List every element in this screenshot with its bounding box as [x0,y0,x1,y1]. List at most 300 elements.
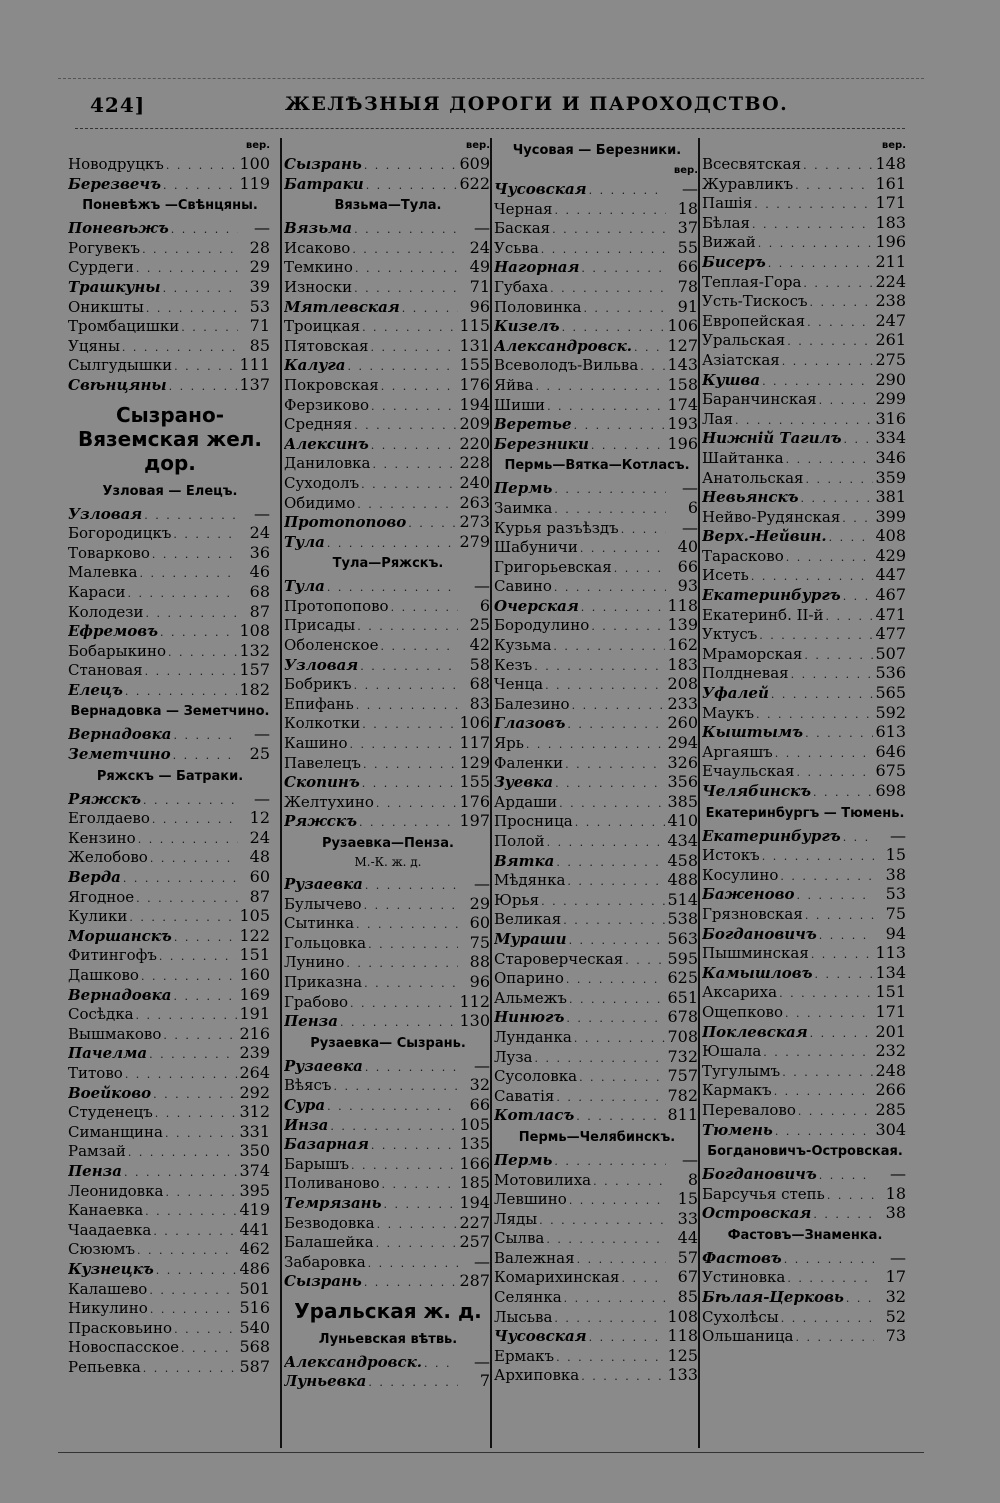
station-row [494,238,700,258]
station-row [284,1011,492,1031]
distance-value: 171 [875,1001,906,1021]
station-name: Аксариха [702,983,778,1002]
distance-value: 209 [459,414,490,434]
station-row [702,605,908,625]
station-name: Новоспасское [68,1338,180,1357]
station-row [494,674,700,694]
section-title: Сызрано-Вяземская жел. дор. [77,402,263,475]
station-name: Чаадаевка [68,1220,152,1239]
distance-value: 782 [667,1085,698,1105]
section-title: Пермь—Челябинскъ. [518,1129,676,1145]
dot-leader [382,1175,458,1193]
dot-leader [174,1320,237,1338]
dot-leader [153,1085,237,1103]
station-name: Азіатская [702,350,780,369]
station-name: Сытинка [284,914,355,933]
station-row [68,1102,272,1122]
railway-heading [284,1291,492,1327]
dot-leader [145,662,238,680]
dot-leader [327,578,458,596]
station-row [68,1337,272,1357]
dot-leader [754,195,873,213]
section-title: Луньевская вѣтвь. [318,1331,458,1347]
dot-leader [580,539,666,557]
distance-value: 94 [885,923,906,943]
distance-value: 12 [249,808,270,828]
dot-leader [784,1250,874,1268]
station-row [702,1248,908,1268]
dot-leader [526,735,666,753]
dot-leader [364,974,458,992]
distance-value: 71 [469,276,490,296]
station-name: Покровская [284,375,379,394]
station-row [284,414,492,434]
station-row [68,316,272,336]
station-name: Половинка [494,297,582,316]
dot-leader [780,867,874,885]
station-row [494,1170,700,1190]
station-row [494,655,700,675]
station-row [494,434,700,454]
header-rule [75,128,905,129]
station-name: Веретье [494,415,572,434]
dot-leader [125,682,238,700]
station-name: Калашево [68,1279,148,1298]
station-row [68,945,272,965]
dot-leader [797,763,874,781]
station-row [284,1271,492,1291]
column-1 [68,138,272,1448]
station-name: Усть-Тискосъ [702,292,808,311]
station-name: Нинюгъ [494,1008,565,1027]
line-heading [494,453,700,478]
distance-value: 119 [239,173,270,193]
station-row [494,316,700,336]
station-row [494,890,700,910]
station-row [702,350,908,370]
dot-leader [152,810,238,828]
station-name: Анатольская [702,468,804,487]
station-row [284,473,492,493]
station-row [68,680,272,700]
distance-value: 326 [667,752,698,772]
versts-label: вер. [245,140,270,151]
station-name: Уфалей [702,684,769,703]
dot-leader [554,1152,666,1170]
station-name: Сызрань [284,1272,362,1291]
dot-leader [356,696,458,714]
line-heading [702,1139,908,1164]
station-name: Баженово [702,885,795,904]
station-name: Исеть [702,566,749,585]
station-name: Елецъ [68,680,123,699]
station-name: Сусоловка [494,1067,578,1086]
dot-leader [534,657,665,675]
column-2 [280,138,492,1448]
dot-leader [843,587,874,605]
station-name: Верда [68,868,121,887]
distance-value: 196 [875,232,906,252]
station-row [494,1365,700,1385]
station-name: Вернадовка [68,985,172,1004]
station-name: Дашково [68,966,139,984]
distance-value: 96 [469,971,490,991]
station-row [702,1080,908,1100]
dot-leader [171,220,238,238]
station-name: Березвечъ [68,174,161,193]
dot-leader [359,813,457,831]
station-name: Новодруцкъ [68,155,164,173]
distance-value: 408 [875,526,906,546]
dot-leader [735,411,874,429]
station-row [494,557,700,577]
station-name: Мятлевская [284,297,400,316]
station-name: Губаха [494,277,549,296]
station-name: Ермакъ [494,1346,555,1365]
station-row [702,526,908,546]
station-name: Вышмаково [68,1024,162,1043]
distance-value: 429 [875,545,906,565]
distance-value: 565 [875,683,906,703]
section-title: Чусовая — Березники. [512,143,682,158]
dot-leader [779,984,873,1002]
dot-leader [591,436,666,454]
station-name: Репьевка [68,1357,141,1376]
station-name: Сюзюмъ [68,1240,135,1259]
distance-value: 137 [239,374,270,394]
station-name: Барсучья степь [702,1184,825,1203]
distance-value: 304 [875,1119,906,1139]
bottom-rule [58,1452,924,1453]
station-name: Уцяны [68,336,120,355]
line-heading [494,138,700,163]
station-name: Кулики [68,907,128,926]
line-heading [68,699,272,724]
station-name: Суходолъ [284,473,360,492]
station-row [68,621,272,641]
dot-leader [781,1309,874,1327]
station-name: Павелецъ [284,753,361,772]
dot-leader [138,830,238,848]
distance-value: 294 [667,733,698,753]
distance-value: 44 [677,1228,698,1248]
distance-value: 48 [249,847,270,867]
station-row [494,1346,700,1366]
dot-leader [815,965,874,983]
station-row [494,1326,700,1346]
distance-value: 157 [239,660,270,680]
station-name: Кыштымъ [702,723,804,742]
station-row [284,277,492,297]
station-name: Кушва [702,370,761,389]
dot-leader [829,528,874,546]
distance-value: 42 [469,635,490,655]
station-row [702,213,908,233]
station-row [702,683,908,703]
dot-leader [593,1172,666,1190]
station-row [702,409,908,429]
distance-value: 24 [249,827,270,847]
line-heading [702,1223,908,1248]
station-row [494,1007,700,1027]
station-row [494,772,700,792]
station-name: Екатеринбургъ [702,826,841,845]
station-row [284,615,492,635]
station-name: Скопинъ [284,773,360,792]
distance-value: 441 [239,1219,270,1239]
station-row [702,1203,908,1223]
distance-value: 201 [875,1021,906,1041]
station-name: Журавликъ [702,174,794,193]
dot-leader [327,1097,458,1115]
distance-value: 501 [239,1278,270,1298]
dot-leader [128,584,239,602]
section-title: Вязьма—Тула. [334,198,442,214]
station-name: Бѣлая-Церковь [702,1288,844,1307]
station-row [702,845,908,865]
dot-leader [546,1230,666,1248]
station-row [702,722,908,742]
dot-leader [173,525,238,543]
dot-leader [550,279,666,297]
station-row [702,742,908,762]
station-name: Воейково [68,1083,152,1102]
station-name: Бобрикъ [284,675,352,694]
dot-leader [846,1289,874,1307]
station-row [284,1213,492,1233]
station-row [702,1041,908,1061]
station-name: Тарасково [702,546,784,565]
distance-value: 385 [667,791,698,811]
dot-leader [155,1104,238,1122]
station-row [68,867,272,887]
distance-value: 155 [459,772,490,792]
station-name: Канаевка [68,1201,144,1220]
dot-leader [146,299,238,317]
distance-value: 613 [875,722,906,742]
dot-leader [371,1136,458,1154]
dot-leader [352,240,458,258]
distance-value: 25 [249,744,270,764]
station-name: Уральская [702,331,786,350]
distance-value: 266 [875,1080,906,1100]
station-name: Перевалово [702,1100,796,1119]
distance-value: 39 [249,276,270,296]
dot-leader [554,480,666,498]
distance-value: 125 [667,1345,698,1365]
dot-leader [354,279,458,297]
station-row [68,1259,272,1279]
distance-value: 216 [239,1023,270,1043]
distance-value: 118 [667,595,698,615]
dot-leader [622,1269,667,1287]
distance-value: 811 [667,1105,698,1125]
station-name: Мураши [494,929,567,948]
station-row [284,453,492,473]
dot-leader [156,1261,238,1279]
station-row [68,277,272,297]
station-name: Полдневая [702,664,789,683]
distance-value: 651 [667,987,698,1007]
dot-leader [819,926,874,944]
dot-leader [377,1215,458,1233]
dot-leader [365,876,458,894]
dot-leader [381,377,458,395]
distance-value: 38 [885,864,906,884]
station-row [494,1150,700,1170]
station-name: Ольшаница [702,1327,794,1346]
dot-leader [774,1082,874,1100]
station-row [494,596,700,616]
station-row [494,498,700,518]
dot-leader [165,1183,237,1201]
station-row [702,624,908,644]
dot-leader [141,967,237,985]
distance-value: 87 [249,601,270,621]
distance-value: 182 [239,679,270,699]
station-row [68,789,272,809]
distance-value: 100 [239,154,270,173]
station-row [68,744,272,764]
station-row [284,694,492,714]
distance-value: 540 [239,1317,270,1337]
station-name: Свѣнцяны [68,375,167,394]
station-row [702,487,908,507]
dot-leader [372,455,457,473]
distance-value: 183 [667,654,698,674]
station-row [284,297,492,317]
station-name: Ардаши [494,792,558,811]
station-row [284,933,492,953]
dot-leader [354,676,458,694]
distance-value: 113 [875,943,906,963]
station-name: Барышъ [284,1154,349,1173]
distance-value: 434 [667,831,698,850]
dot-leader [361,475,457,493]
dot-leader [354,220,458,238]
dot-leader [565,755,665,773]
distance-value: 174 [667,394,698,414]
station-row [284,913,492,933]
station-name: Юрья [494,890,540,909]
distance-value: 395 [239,1180,270,1200]
dot-leader [168,643,237,661]
station-name: Епифань [284,694,354,713]
station-name: Тромбацишки [68,317,180,336]
distance-value: 106 [667,316,698,336]
station-name: Становая [68,661,143,680]
dot-leader [333,1077,458,1095]
dot-leader [569,1191,666,1209]
dot-leader [634,338,665,356]
station-row [494,218,700,238]
distance-value: 359 [875,467,906,487]
distance-value: 158 [667,374,698,394]
dot-leader [758,234,874,252]
station-name: Богородицкъ [68,524,172,543]
distance-value: — [682,179,698,198]
distance-value: — [474,874,490,893]
station-row [284,1056,492,1076]
station-name: Грязновская [702,904,803,923]
distance-value: 75 [469,932,490,952]
distance-value: — [254,788,270,808]
station-row [702,546,908,566]
station-name: Вернадовка [68,725,172,744]
dot-leader [826,607,874,625]
distance-value: 536 [875,663,906,683]
distance-value: 68 [469,674,490,694]
dot-leader [330,1117,457,1135]
distance-value: 18 [677,198,698,218]
distance-value: 7 [479,1371,490,1391]
distance-value: 248 [875,1060,906,1080]
station-name: Верх.-Нейвин. [702,527,827,546]
station-name: Юшала [702,1042,762,1061]
station-name: Даниловка [284,454,371,473]
station-name: Саватія [494,1086,555,1105]
station-row [68,808,272,828]
distance-value: 247 [875,310,906,330]
station-row [494,870,700,890]
dot-leader [340,1013,458,1031]
distance-value: 91 [677,296,698,316]
distance-value: 208 [667,674,698,694]
dot-leader [563,911,665,929]
distance-value: 162 [667,635,698,655]
dot-leader [366,176,458,194]
station-row [494,1047,700,1067]
station-name: Теплая-Гора [702,272,802,291]
station-name: Валежная [494,1248,575,1267]
distance-value: 275 [875,349,906,369]
station-row [702,1326,908,1346]
station-row [284,952,492,972]
distance-value: 507 [875,643,906,663]
station-name: Нижній Тагилъ [702,429,842,448]
station-row [494,199,700,219]
dot-leader [351,1156,457,1174]
dot-leader [554,578,666,596]
distance-value: 57 [677,1247,698,1267]
dot-leader [143,791,238,809]
dot-leader [545,676,665,694]
station-row [702,1061,908,1081]
station-row [702,1267,908,1287]
station-name: Фаленки [494,753,564,772]
station-name: Износки [284,277,353,296]
distance-value: — [890,825,906,845]
station-row [702,154,908,174]
distance-value: 197 [459,811,490,831]
station-row [702,291,908,311]
station-name: Островская [702,1204,812,1223]
station-name: Ечаульская [702,762,795,781]
distance-value: 108 [239,621,270,641]
dot-leader [384,1195,458,1213]
station-row [702,703,908,723]
station-row [68,523,272,543]
dot-leader [572,696,666,714]
distance-value: 8 [687,1169,698,1189]
distance-value: 112 [459,991,490,1011]
dot-leader [844,430,874,448]
station-name: Полой [494,832,545,850]
station-row [68,543,272,563]
station-row [68,1043,272,1063]
station-name: Всесвятская [702,155,802,173]
distance-value: 183 [875,212,906,232]
